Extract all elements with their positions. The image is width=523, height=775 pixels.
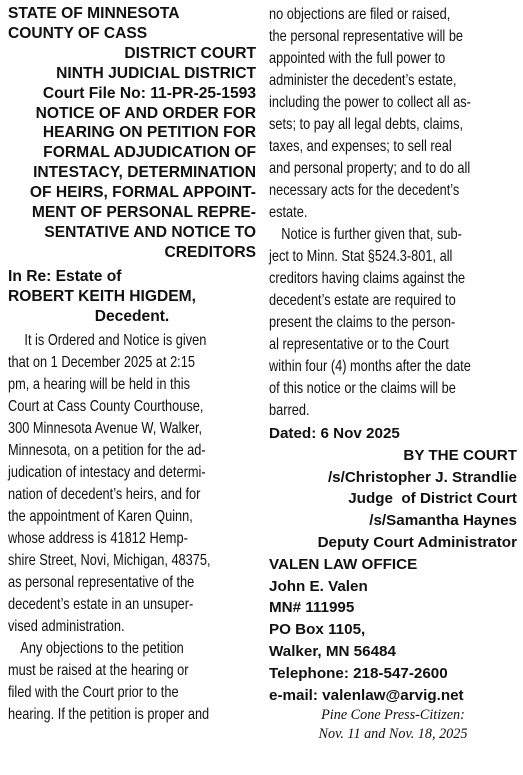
left-column bbox=[8, 4, 256, 726]
body-line: must be raised at the hearing or bbox=[8, 661, 189, 679]
notice-title-line: MENT OF PERSONAL REPRE- bbox=[31, 204, 256, 222]
judge-title: Judge of District Court bbox=[348, 490, 517, 508]
body-line: hearing. If the petition is proper and bbox=[8, 705, 210, 723]
body-line: Notice is further given that, sub- bbox=[281, 226, 462, 243]
county-line: COUNTY OF CASS bbox=[8, 24, 148, 42]
estate-in-re: In Re: Estate of bbox=[8, 267, 122, 285]
body-line: sets; to pay all legal debts, claims, bbox=[269, 116, 464, 133]
attorney-license-number: MN# 111995 bbox=[269, 599, 355, 617]
body-line: as personal representative of the bbox=[8, 573, 195, 591]
body-line: creditors having claims against the bbox=[269, 270, 466, 287]
notice-title-line: INTESTACY, DETERMINATION bbox=[33, 164, 256, 182]
court-line: DISTRICT COURT bbox=[124, 44, 256, 62]
body-line: the appointment of Karen Quinn, bbox=[8, 507, 193, 525]
body-line: decedent’s estate are required to bbox=[269, 292, 456, 309]
publication-note bbox=[269, 706, 517, 744]
body-line: necessary acts for the decedent’s bbox=[269, 182, 460, 199]
body-line: including the power to collect all as- bbox=[269, 94, 471, 111]
publication-dates: Nov. 11 and Nov. 18, 2025 bbox=[318, 726, 468, 743]
body-line: taxes, and expenses; to sell real bbox=[269, 138, 452, 155]
order-body-continued bbox=[269, 4, 517, 422]
body-line: filed with the Court prior to the bbox=[8, 683, 179, 701]
body-line: of this notice or the claims will be bbox=[269, 380, 456, 397]
body-line: administer the decedent’s estate, bbox=[269, 72, 457, 89]
body-line: Minnesota, on a petition for the ad- bbox=[8, 441, 206, 459]
attorney-name: John E. Valen bbox=[269, 577, 368, 595]
administrator-signature: /s/Samantha Haynes bbox=[369, 512, 517, 530]
body-line: decedent’s estate in an unsuper- bbox=[8, 595, 194, 613]
body-line: barred. bbox=[269, 402, 310, 419]
telephone: Telephone: 218-547-2600 bbox=[269, 664, 448, 682]
notice-title-line: CREDITORS bbox=[164, 243, 256, 261]
body-line: present the claims to the person- bbox=[269, 314, 456, 331]
notice-title-line: HEARING ON PETITION FOR bbox=[42, 124, 256, 142]
body-line: ject to Minn. Stat §524.3-801, all bbox=[269, 248, 453, 265]
body-line: pm, a hearing will be held in this bbox=[8, 375, 190, 393]
body-line: It is Ordered and Notice is given bbox=[24, 331, 207, 349]
notice-title-line: OF HEIRS, FORMAL APPOINT- bbox=[29, 184, 256, 202]
law-office-name: VALEN LAW OFFICE bbox=[269, 555, 418, 573]
district-line: NINTH JUDICIAL DISTRICT bbox=[56, 64, 256, 82]
body-line: shire Street, Novi, Michigan, 48375, bbox=[8, 551, 211, 569]
body-line: 300 Minnesota Avenue W, Walker, bbox=[8, 419, 203, 437]
notice-title-line: SENTATIVE AND NOTICE TO bbox=[44, 223, 256, 241]
body-line: nation of decedent’s heirs, and for bbox=[8, 485, 201, 503]
judge-signature: /s/Christopher J. Strandlie bbox=[327, 468, 517, 486]
notice-header bbox=[8, 4, 256, 327]
notice-title-line: NOTICE OF AND ORDER FOR bbox=[35, 104, 256, 122]
body-line: Court at Cass County Courthouse, bbox=[8, 397, 204, 415]
decedent-name: ROBERT KEITH HIGDEM, bbox=[8, 287, 196, 305]
court-file-number: Court File No: 11-PR-25-1593 bbox=[42, 84, 256, 102]
body-line: judication of intestacy and determi- bbox=[8, 463, 206, 481]
state-line: STATE OF MINNESOTA bbox=[8, 5, 180, 22]
body-line: estate. bbox=[269, 204, 308, 221]
body-line: no objections are filed or raised, bbox=[269, 6, 451, 23]
body-line: vised administration. bbox=[8, 617, 125, 635]
body-line: and personal property; and to do all bbox=[269, 160, 471, 177]
decedent-label: Decedent. bbox=[94, 307, 170, 325]
body-line: Any objections to the petition bbox=[20, 639, 184, 657]
by-the-court: BY THE COURT bbox=[403, 446, 517, 464]
body-line: that on 1 December 2025 at 2:15 bbox=[8, 353, 195, 371]
body-line: whose address is 41812 Hemp- bbox=[8, 529, 188, 547]
publication-paper: Pine Cone Press-Citizen: bbox=[321, 707, 465, 724]
signature-block bbox=[269, 423, 517, 706]
administrator-title: Deputy Court Administrator bbox=[317, 533, 517, 551]
body-line: within four (4) months after the date bbox=[269, 358, 471, 375]
dated-line: Dated: 6 Nov 2025 bbox=[269, 425, 400, 442]
order-body bbox=[8, 330, 256, 726]
body-line: al representative or to the Court bbox=[269, 336, 449, 353]
body-line: appointed with the full power to bbox=[269, 50, 446, 67]
body-line: the personal representative will be bbox=[269, 28, 464, 45]
email: e-mail: valenlaw@arvig.net bbox=[269, 686, 464, 704]
po-box: PO Box 1105, bbox=[269, 621, 366, 639]
right-column bbox=[269, 4, 517, 744]
notice-title-line: FORMAL ADJUDICATION OF bbox=[43, 144, 256, 162]
city-state-zip: Walker, MN 56484 bbox=[269, 642, 396, 660]
